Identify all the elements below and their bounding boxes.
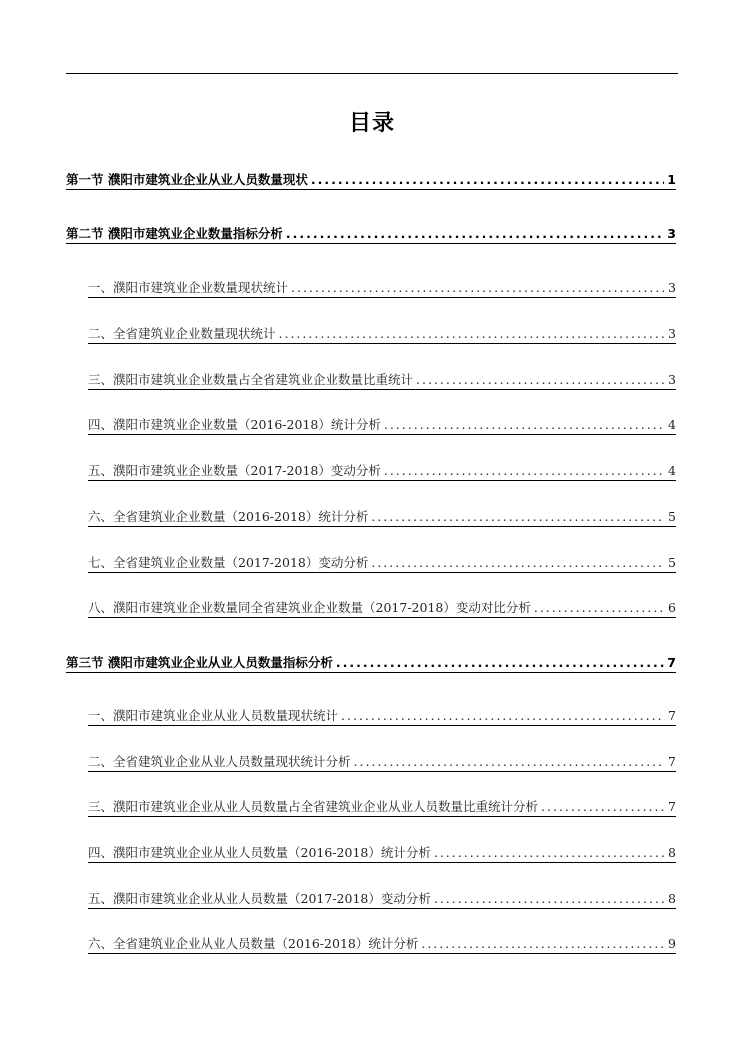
toc-entry-label: 四、濮阳市建筑业企业从业人员数量（2016-2018）统计分析 <box>88 845 431 860</box>
toc-entry[interactable] <box>88 555 676 573</box>
toc-leader <box>434 891 665 907</box>
toc-entry[interactable] <box>66 172 676 190</box>
toc-page-number: 7 <box>668 799 676 814</box>
toc-leader <box>534 600 665 616</box>
toc-entry-label: 第三节 濮阳市建筑业企业从业人员数量指标分析 <box>66 655 333 670</box>
toc-leader <box>336 655 664 671</box>
toc-page-number: 3 <box>668 326 676 341</box>
toc-leader <box>371 555 665 571</box>
toc-leader <box>384 417 665 433</box>
toc-leader <box>279 326 666 342</box>
toc-leader <box>341 708 665 724</box>
toc-entry-label: 七、全省建筑业企业数量（2017-2018）变动分析 <box>88 555 369 570</box>
toc-leader <box>286 226 664 242</box>
toc-entry-label: 二、全省建筑业企业从业人员数量现状统计分析 <box>88 754 351 769</box>
toc-entry-label: 二、全省建筑业企业数量现状统计 <box>88 326 276 341</box>
toc-entry[interactable] <box>88 891 676 909</box>
toc-page-number: 8 <box>668 845 676 860</box>
toc-leader <box>291 280 665 296</box>
toc-entry[interactable] <box>88 372 676 390</box>
toc-entry-label: 三、濮阳市建筑业企业数量占全省建筑业企业数量比重统计 <box>88 372 414 387</box>
toc-entry-label: 三、濮阳市建筑业企业从业人员数量占全省建筑业企业从业人员数量比重统计分析 <box>88 799 539 814</box>
toc-page-number: 5 <box>668 555 676 570</box>
toc-entry[interactable] <box>88 509 676 527</box>
toc-leader <box>421 936 665 952</box>
toc-entry[interactable] <box>66 226 676 244</box>
toc-entry-label: 第一节 濮阳市建筑业企业从业人员数量现状 <box>66 172 308 187</box>
toc-entry-label: 一、濮阳市建筑业企业从业人员数量现状统计 <box>88 708 339 723</box>
toc-page-number: 3 <box>668 372 676 387</box>
toc-leader <box>354 754 666 770</box>
toc-page-number: 7 <box>667 655 676 670</box>
toc-page-number: 3 <box>667 226 676 241</box>
toc-entry[interactable] <box>88 754 676 772</box>
toc-entry[interactable] <box>88 463 676 481</box>
toc-page-number: 4 <box>668 463 676 478</box>
toc-entry[interactable] <box>88 708 676 726</box>
toc-leader <box>434 845 665 861</box>
toc-entry-label: 第二节 濮阳市建筑业企业数量指标分析 <box>66 226 283 241</box>
toc-page-number: 7 <box>668 708 676 723</box>
toc-leader <box>416 372 665 388</box>
toc-leader <box>371 509 665 525</box>
toc-page-number: 5 <box>668 509 676 524</box>
toc-entry[interactable] <box>88 845 676 863</box>
toc-entry[interactable] <box>88 600 676 618</box>
toc-entry[interactable] <box>88 936 676 954</box>
toc-entry-label: 四、濮阳市建筑业企业数量（2016-2018）统计分析 <box>88 417 381 432</box>
toc-entry-label: 五、濮阳市建筑业企业从业人员数量（2017-2018）变动分析 <box>88 891 431 906</box>
toc-entry[interactable] <box>88 799 676 817</box>
page-title: 目录 <box>348 111 395 136</box>
toc-entry[interactable] <box>66 655 676 673</box>
toc-entry[interactable] <box>88 417 676 435</box>
toc-entry-label: 六、全省建筑业企业从业人员数量（2016-2018）统计分析 <box>88 936 419 951</box>
toc-page-number: 4 <box>668 417 676 432</box>
toc-entry-label: 五、濮阳市建筑业企业数量（2017-2018）变动分析 <box>88 463 381 478</box>
toc-page-number: 6 <box>668 600 676 615</box>
toc-leader <box>311 172 664 188</box>
toc-entry-label: 六、全省建筑业企业数量（2016-2018）统计分析 <box>88 509 369 524</box>
toc-entry-label: 一、濮阳市建筑业企业数量现状统计 <box>88 280 289 295</box>
toc-entry-label: 八、濮阳市建筑业企业数量同全省建筑业企业数量（2017-2018）变动对比分析 <box>88 600 531 615</box>
toc-leader <box>384 463 665 479</box>
toc-entry[interactable] <box>88 326 676 344</box>
toc-page-number: 1 <box>667 172 676 187</box>
toc-page-number: 7 <box>668 754 676 769</box>
toc-entry[interactable] <box>88 280 676 298</box>
toc-page-number: 9 <box>668 936 676 951</box>
toc-leader <box>541 799 665 815</box>
toc-page-number: 3 <box>668 280 676 295</box>
toc-page-number: 8 <box>668 891 676 906</box>
